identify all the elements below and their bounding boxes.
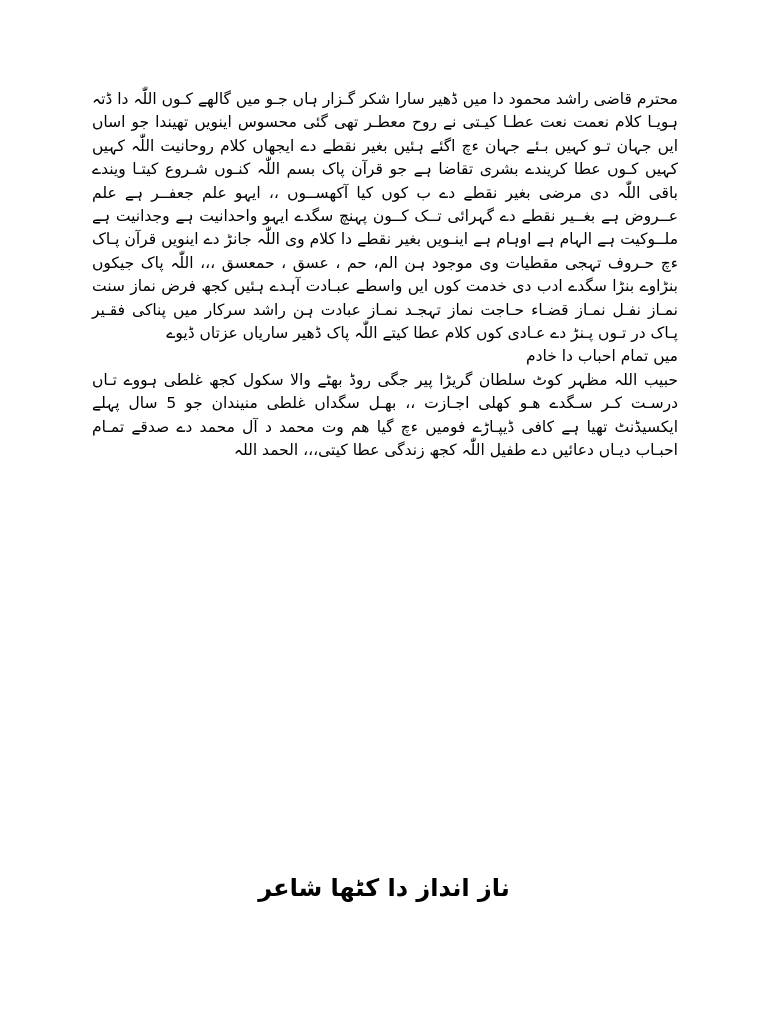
paragraph-servant-line: میں تمام احباب دا خادم <box>526 347 678 366</box>
paragraph-gratitude: محترم قاضی راشد محمود دا میں ڈھیر سارا شکر گـزار ہاں جـو میں گالھے کـوں اللّٰہ دا ڈتہ ہویـا کلام نعمت نعت عطـا کیـتی نے روح معطـر تھی گئی محسوس اینویں تھیندا جو اساں ایں جہان تـو کہیں بـئے جہان ءچ اگئے ہئیں بغیر نقطے دے ایجھاں کلام روحانیت اللّٰہ کہیں کہیں کـوں عطا کریندے بشری تقاضا ہے جو قرآن پاک بسم اللّٰہ کنـوں شـروع کیتـا ویندے باقی اللّٰہ دی مرضی بغیر نقطے دے ب کوں کیا آکھســوں ،، ایہو علم جعفــر ہے علم عــروض ہے بغــیر نقطے دے گہرائی تــک کــون پہنچ سگدے ایہو واحدانیت ہے وجدانیت ہے ملــوکیت ہے الہام ہے اوہام ہے اینـویں بغیر نقطے دا کلام وی اللّٰہ جانڑ دے اینویں قرآن پـاک ءچ حـروف تہجی مقطیات وی موجود ہن الم، حم ، عسق ، حمعسق ،،، اللّٰہ پاک جیکوں بنڑاوے بنڑا سگدے ادب دی خدمت کوں ایں واسطے عبـادت آہدے ہئیں کجھ فرض نماز سنت نمـاز نفـل نمـاز قضـاء حـاجت نماز تہجـد نمـاز عبادت ہن راشد سرکار میں پناکی فقـیر پـاک در تـوں پـنڑ دے عـادی کوں کلام عطا کیتے اللّٰہ پاک ڈھیر ساریاں عزتاں ڈیوے <box>92 90 678 343</box>
paragraph-author-note: حبیب اللہ مظہر کوٹ سلطان گریڑا پیر جگی روڈ بھٹے والا سکول کجھ غلطی ہووے تـاں درسـت کـر سـگدے ھـو کھلی اجـازت ،، بھـل سگداں غلطی منیندان جو 5 سال پہلے ایکسیڈنٹ تھیا ہے کافی ڈیپـاڑے فومیں ءچ گیا ھم وت محمد د آل محمد دے صدقے تمـام احبـاب دیـاں دعائیں دے طفیل اللّٰہ کجھ زندگی عطا کیتی،،، الحمد اللہ <box>92 370 678 460</box>
document-body <box>92 88 678 463</box>
footer-title: ناز انداز دا کٹھا شاعر <box>258 874 510 902</box>
